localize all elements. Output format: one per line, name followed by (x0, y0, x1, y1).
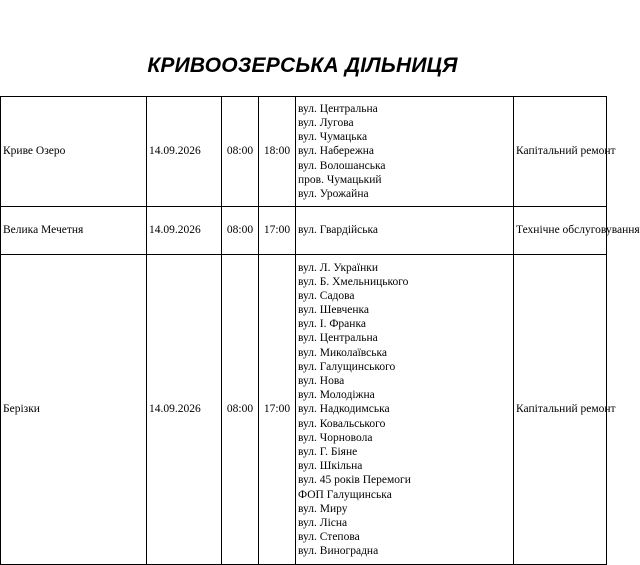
street-item: вул. Миколаївська (298, 346, 388, 359)
start-time-cell: 08:00 (222, 97, 259, 207)
work-type-cell: Капітальний ремонт (514, 255, 607, 565)
page-title: КРИВООЗЕРСЬКА ДІЛЬНИЦЯ (147, 54, 458, 77)
street-item: вул. Ковальського (298, 417, 386, 430)
street-item: вул. Гвардійська (298, 224, 379, 237)
location-cell: Криве Озеро (1, 97, 147, 207)
street-item: вул. Шевченка (298, 304, 370, 317)
location-cell: Берізки (1, 255, 147, 565)
location-cell: Велика Мечетня (1, 207, 147, 255)
date-cell: 14.09.2026 (147, 97, 222, 207)
street-item: вул. Виноградна (298, 545, 379, 558)
street-item: вул. Чорновола (298, 431, 373, 444)
date-cell: 14.09.2026 (147, 207, 222, 255)
street-item: вул. Садова (298, 289, 355, 302)
street-item: вул. Миру (298, 502, 348, 515)
table-row (1, 207, 607, 255)
street-item: вул. І. Франка (298, 318, 366, 331)
street-item: ФОП Галущинська (298, 488, 392, 501)
start-time-cell: 08:00 (222, 255, 259, 565)
street-item: вул. Волошанська (298, 159, 386, 172)
street-item: вул. Г. Біяне (298, 445, 358, 458)
work-type-cell: Технічне обслуговування (514, 207, 607, 255)
street-item: вул. Галущинського (298, 360, 396, 373)
street-item: вул. Центральна (298, 332, 378, 345)
end-time-cell: 17:00 (259, 207, 296, 255)
street-item: вул. Молодіжна (298, 389, 375, 402)
start-time-cell: 08:00 (222, 207, 259, 255)
work-type-cell: Капітальний ремонт (514, 97, 607, 207)
street-item: вул. Шкільна (298, 460, 363, 473)
streets-cell (296, 255, 514, 565)
table-row (1, 97, 607, 207)
street-item: вул. Урожайна (298, 187, 369, 200)
street-item: вул. Лугова (298, 117, 354, 130)
end-time-cell: 18:00 (259, 97, 296, 207)
street-item: вул. Чумацька (298, 131, 368, 144)
street-item: вул. Надкодимська (298, 403, 390, 416)
date-cell: 14.09.2026 (147, 255, 222, 565)
street-item: вул. Б. Хмельницького (298, 275, 409, 288)
street-item: вул. Л. Українки (298, 261, 378, 274)
street-item: вул. Центральна (298, 102, 378, 115)
street-item: вул. Лісна (298, 516, 348, 529)
street-item: вул. Набережна (298, 145, 375, 158)
street-item: пров. Чумацький (298, 173, 382, 186)
street-item: вул. Нова (298, 375, 345, 388)
street-item: вул. 45 років Перемоги (298, 474, 411, 487)
streets-cell (296, 207, 514, 255)
street-item: вул. Степова (298, 531, 360, 544)
table-row (1, 255, 607, 565)
streets-cell (296, 97, 514, 207)
outage-schedule-table (0, 96, 640, 565)
end-time-cell: 17:00 (259, 255, 296, 565)
